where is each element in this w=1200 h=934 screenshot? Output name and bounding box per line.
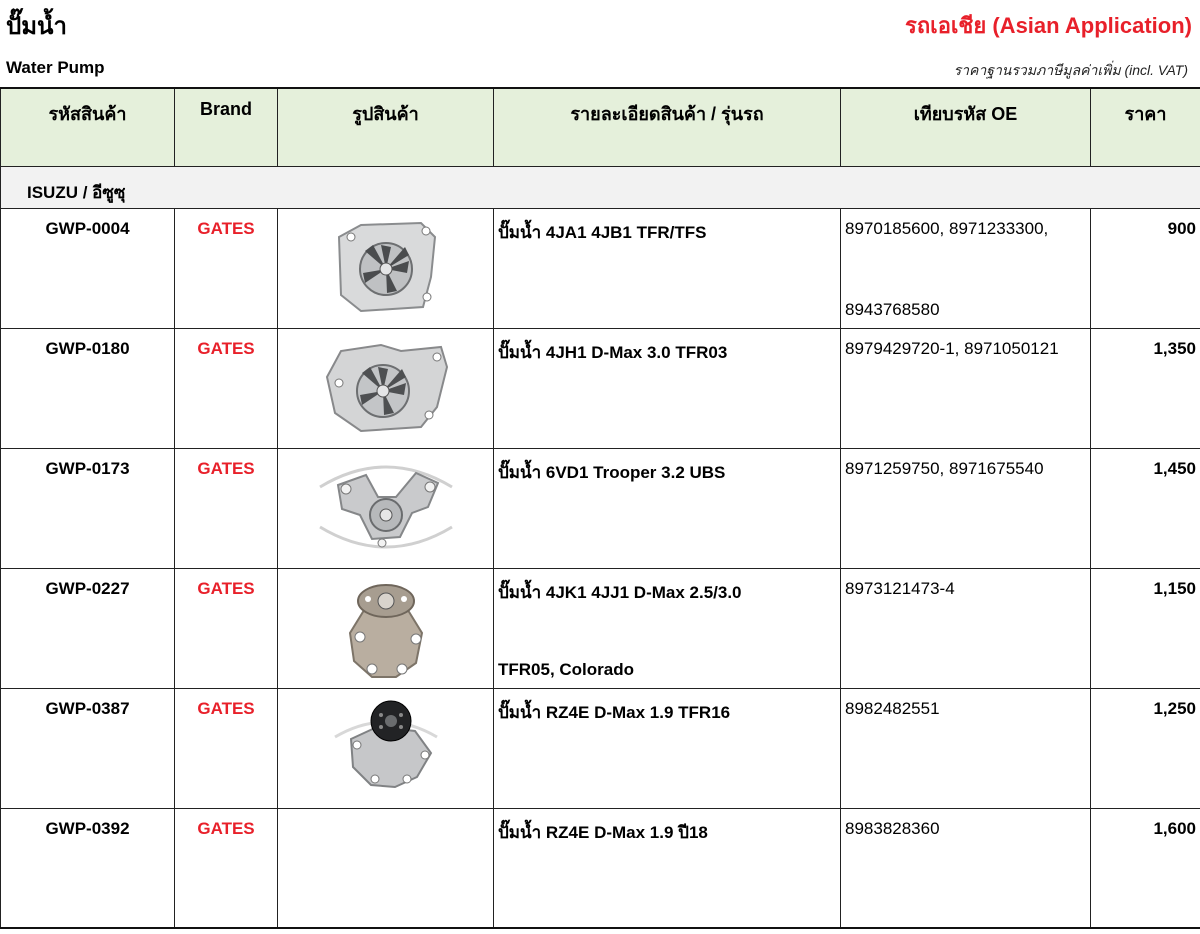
brand-name: GATES	[175, 328, 278, 448]
brand-name: GATES	[175, 808, 278, 928]
product-image	[278, 328, 494, 448]
table-row[interactable]	[1, 208, 1200, 328]
description-line: ปั๊มน้ำ 6VD1 Trooper 3.2 UBS	[498, 462, 726, 482]
oe-line: 8970185600, 8971233300,	[845, 218, 1049, 238]
brand-name: GATES	[175, 448, 278, 568]
description-line-2: TFR05, Colorado	[498, 659, 635, 679]
column-header-brand: Brand	[175, 88, 278, 166]
oe-numbers	[841, 808, 1091, 928]
page-subtitle: Water Pump	[6, 58, 105, 77]
product-description	[494, 808, 841, 928]
oe-line: 8979429720-1, 8971050121	[845, 338, 1059, 358]
column-header-price: ราคา	[1091, 88, 1200, 166]
product-description	[494, 208, 841, 328]
table-row[interactable]	[1, 808, 1200, 928]
product-code: GWP-0227	[1, 568, 175, 688]
oe-line: 8983828360	[845, 818, 940, 838]
brand-name: GATES	[175, 688, 278, 808]
oe-line-2: 8943768580	[845, 299, 940, 319]
oe-line: 8971259750, 8971675540	[845, 458, 1044, 478]
price-table	[0, 87, 1200, 929]
oe-numbers	[841, 448, 1091, 568]
product-image	[278, 208, 494, 328]
water-pump-image	[331, 217, 441, 317]
product-description	[494, 448, 841, 568]
column-header-oe: เทียบรหัส OE	[841, 88, 1091, 166]
column-header-description: รายละเอียดสินค้า / รุ่นรถ	[494, 88, 841, 166]
product-image	[278, 688, 494, 808]
description-line: ปั๊มน้ำ RZ4E D-Max 1.9 TFR16	[498, 702, 731, 722]
column-header-picture: รูปสินค้า	[278, 88, 494, 166]
table-header-row	[1, 88, 1200, 166]
description-line: ปั๊มน้ำ 4JK1 4JJ1 D-Max 2.5/3.0	[498, 582, 742, 602]
table-row[interactable]	[1, 328, 1200, 448]
product-code: GWP-0173	[1, 448, 175, 568]
oe-numbers	[841, 688, 1091, 808]
water-pump-image	[336, 577, 436, 681]
oe-line: 8973121473-4	[845, 578, 955, 598]
oe-numbers	[841, 568, 1091, 688]
product-image	[278, 448, 494, 568]
water-pump-image	[316, 457, 456, 557]
product-price: 900	[1091, 208, 1200, 328]
product-price: 1,450	[1091, 448, 1200, 568]
oe-numbers	[841, 208, 1091, 328]
product-image	[278, 808, 494, 928]
description-line: ปั๊มน้ำ 4JA1 4JB1 TFR/TFS	[498, 222, 707, 242]
brand-name: GATES	[175, 208, 278, 328]
brand-name: GATES	[175, 568, 278, 688]
group-row	[1, 166, 1200, 208]
vat-note: ราคาฐานรวมภาษีมูลค่าเพิ่ม (incl. VAT)	[953, 62, 1188, 78]
product-code: GWP-0392	[1, 808, 175, 928]
table-row[interactable]	[1, 448, 1200, 568]
application-label: รถเอเชีย (Asian Application)	[905, 13, 1192, 38]
page-title: ปั๊มน้ำ	[6, 13, 67, 40]
product-price: 1,150	[1091, 568, 1200, 688]
product-price: 1,600	[1091, 808, 1200, 928]
group-label: ISUZU / อีซูซุ	[1, 166, 1200, 208]
product-price: 1,350	[1091, 328, 1200, 448]
column-header-code: รหัสสินค้า	[1, 88, 175, 166]
product-description	[494, 568, 841, 688]
product-price: 1,250	[1091, 688, 1200, 808]
description-line: ปั๊มน้ำ RZ4E D-Max 1.9 ปี18	[498, 822, 708, 842]
water-pump-image	[321, 337, 451, 437]
product-code: GWP-0387	[1, 688, 175, 808]
description-line: ปั๊มน้ำ 4JH1 D-Max 3.0 TFR03	[498, 342, 728, 362]
product-description	[494, 688, 841, 808]
table-row[interactable]	[1, 568, 1200, 688]
product-code: GWP-0180	[1, 328, 175, 448]
product-image	[278, 568, 494, 688]
product-code: GWP-0004	[1, 208, 175, 328]
table-row[interactable]	[1, 688, 1200, 808]
water-pump-image	[331, 697, 441, 793]
oe-line: 8982482551	[845, 698, 940, 718]
product-description	[494, 328, 841, 448]
oe-numbers	[841, 328, 1091, 448]
